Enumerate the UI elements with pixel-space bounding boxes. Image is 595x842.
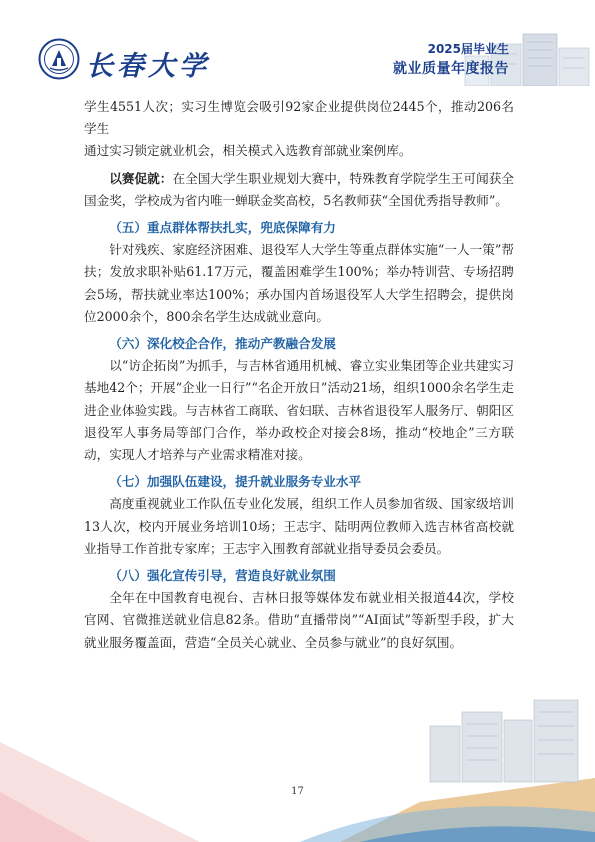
section-heading-8: （八）强化宣传引导，营造良好就业氛围 — [109, 568, 336, 584]
paragraph-body: 在全国大学生职业规划大赛中，特殊教育学院学生王可闻获全国金奖，学校成为省内唯一蝉联金奖高校，5名教师获“全国优秀指导教师”。 — [84, 170, 515, 208]
report-title: 就业质量年度报告 — [393, 61, 509, 77]
section-heading-6: （六）深化校企合作，推动产教融合发展 — [109, 336, 336, 352]
page-header — [0, 0, 595, 90]
paragraph-team-building: 高度重视就业工作队伍专业化发展，组织工作人员参加省级、国家级培训13人次，校内开展业务培训10场；王志宇、陆明两位教师入选吉林省高校就业指导工作首批专家库；王志宇入围教育部就业指导委员会委员。 — [84, 496, 514, 556]
paragraph-key-groups: 针对残疾、家庭经济困难、退役军人大学生等重点群体实施“一人一策”帮扶；发放求职补贴61.17万元，覆盖困难学生100%；举办特训营、专场招聘会5场，帮扶就业率达100%；承办国内首场退役军人大学生招聘会，提供岗位2000余个，800余名学生达成就业意向。 — [84, 242, 514, 324]
footer-decoration — [0, 682, 595, 842]
report-year-title: 2025届毕业生 — [427, 42, 509, 56]
paragraph-line: 学生4551人次；实习生博览会吸引92家企业提供岗位2445个，推动206名学生 — [84, 99, 514, 137]
paragraph-school-enterprise: 以“访企拓岗”为抓手，与吉林省通用机械、睿立实业集团等企业共建实习基地42个；开展“企业一日行”“名企开放日”活动21场，组织1000余名学生走进企业体验实践。与吉林省工商联、省妇联、吉林省退役军人服务厅、朝阳区退役军人事务局等部门合作，举办政校企对接会8场，推动“校地企”三方联动，实现人才培养与产业需求精准对接。 — [84, 358, 514, 463]
paragraph-competition — [84, 168, 514, 212]
university-name: 长春大学 — [86, 51, 210, 82]
page-number: 17 — [291, 786, 304, 797]
paragraph-line: 通过实习锁定就业机会，相关模式入选教育部就业案例库。 — [84, 143, 412, 159]
paragraph-publicity: 全年在中国教育电视台、吉林日报等媒体发布就业相关报道44次，学校官网、官微推送就业信息82条。借助“直播带岗”“AI面试”等新型手段，扩大就业服务覆盖面，营造“全员关心就业、全员参与就业”的良好氛围。 — [84, 590, 514, 650]
paragraph-lead: 以赛促就： — [109, 170, 173, 186]
main-content — [84, 96, 514, 654]
section-heading-5: （五）重点群体帮扶扎实，兜底保障有力 — [109, 220, 336, 236]
university-emblem-icon — [38, 38, 80, 80]
section-heading-7: （七）加强队伍建设，提升就业服务专业水平 — [109, 474, 362, 490]
